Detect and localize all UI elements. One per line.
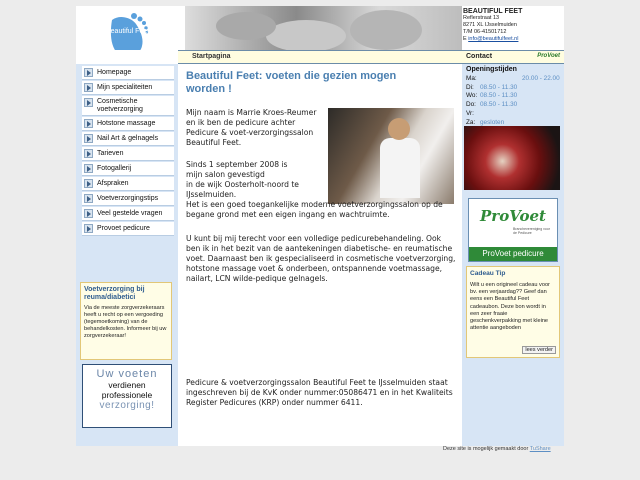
provoet-bar: ProVoet pedicure [469, 247, 557, 261]
sidebar-item-label: Homepage [97, 69, 132, 76]
sidebar-item-afspraken[interactable] [82, 177, 174, 191]
arrow-right-icon [84, 164, 93, 173]
sidebar-item-provoet[interactable] [82, 222, 174, 236]
slogan-line2: verdienen [108, 380, 146, 390]
hours-time-evening: 20.00 - 22.00 [522, 74, 560, 82]
arrow-right-icon [84, 209, 93, 218]
hours-row [466, 84, 562, 93]
since-line: in de wijk Oosterholt-noord te [186, 180, 299, 189]
sidebar-item-label: Nail Art & gelnagels [97, 135, 159, 142]
sidebar-item-tips[interactable] [82, 192, 174, 206]
hours-day: Za: [466, 118, 476, 126]
slogan-line4: verzorging! [99, 400, 155, 411]
slogan-line3: professionele [101, 390, 153, 400]
read-more-label: lees verder [525, 347, 553, 353]
sidebar-item-label: Hotstone massage [97, 120, 156, 127]
intro-paragraph: Mijn naam is Marrie Kroes-Reumer en ik ben de pedicure achter Pedicure & voet-verzorgingssalon Beautiful Feet. [186, 108, 317, 147]
phone: T/M 06-41501712 [463, 29, 507, 35]
services-paragraph: U kunt bij mij terecht voor een volledige pedicurebehandeling. Ook ben ik in het bezit van de aantekeningen diabetische- en reumatische voet. Daarnaast ben ik gespecialiseerd in cosmetische voetverzorging, hotstone massage voet & onderbeen, ontspannende voetmassage, nailart, LCN wilde-pedique gelnagels. [186, 234, 456, 283]
address-line1: Reflerstraat 13 [463, 15, 500, 21]
main-content [178, 64, 462, 446]
sidebar-item-homepage[interactable] [82, 66, 174, 80]
sidebar-item-tarieven[interactable] [82, 147, 174, 161]
email-link[interactable]: info@beautifulfeet.nl [468, 36, 519, 42]
footer-text: Deze site is mogelijk gemaakt door [443, 446, 529, 452]
sidebar-item-fotogallerij[interactable] [82, 162, 174, 176]
left-sidebar [76, 64, 178, 446]
provoet-name: ProVoet [480, 207, 546, 225]
cadeau-text: Wilt u een origineel cadeau voor bv. een verjaardag?? Geef dan eens een Beautiful Feet cadeaubon. Deze bon wordt in een zeer fraaie geschenkverpakking met kleine attentie aangeboden [470, 282, 550, 332]
sidebar-item-label: Cosmetische voetverzorging [97, 98, 143, 113]
arrow-right-icon [84, 68, 93, 77]
kvk-paragraph: Pedicure & voetverzorgingssalon Beautiful Feet te IJsselmuiden staat ingeschreven bij de KvK onder nummer:05086471 en in het Kwaliteits Register Pedicures (KRP) onder nummer 6411. [186, 378, 453, 407]
contact-nav[interactable] [462, 50, 564, 64]
hours-row [466, 110, 562, 119]
arrow-right-icon [84, 179, 93, 188]
sidebar-item-label: Fotogallerij [97, 165, 132, 172]
since-line: IJsselmuiden. [186, 190, 237, 199]
cadeau-tip-box [466, 266, 560, 358]
hours-row [466, 92, 562, 101]
since-line: Sinds 1 september 2008 is [186, 160, 288, 169]
hours-row [466, 75, 562, 84]
header-banner-photo [186, 6, 462, 50]
pedicure-photo [464, 126, 560, 190]
since-paragraph [186, 160, 456, 220]
sidebar-item-label: Mijn specialiteiten [97, 84, 153, 91]
hours-day: Ma: [466, 74, 477, 82]
provoet-mini-logo: ProVoet [537, 53, 560, 59]
hours-row [466, 101, 562, 110]
page-title: Beautiful Feet: voeten die gezien mogen worden ! [186, 70, 397, 95]
slogan-line1: Uw voeten [96, 368, 158, 380]
sidebar-item-label: Veel gestelde vragen [97, 210, 163, 217]
arrow-right-icon [84, 83, 93, 92]
address-line2: 8271 XL IJsselmuiden [463, 22, 517, 28]
hours-day: Wo: [466, 92, 478, 100]
arrow-right-icon [84, 119, 93, 128]
banner-image [186, 6, 462, 50]
email-prefix: E [463, 36, 467, 42]
home-breadcrumb[interactable] [178, 50, 462, 64]
logo-text: Beautiful Feet [106, 28, 150, 35]
sidebar-item-specialiteiten[interactable] [82, 81, 174, 95]
sidebar-item-label: Voetverzorgingstips [97, 195, 159, 202]
hours-time: 08.50 - 11.30 [480, 92, 518, 100]
sidebar-item-label: Afspraken [97, 180, 129, 187]
hours-day: Vr: [466, 109, 474, 117]
hours-time: 08.50 - 11.30 [480, 83, 518, 91]
reuma-title[interactable]: Voetverzorging bij reuma/diabetici [84, 286, 145, 301]
top-nav-bar [76, 50, 564, 64]
arrow-right-icon [84, 149, 93, 158]
arrow-right-icon [84, 224, 93, 233]
footer-link[interactable]: TuShare [529, 446, 551, 452]
sidebar-menu [82, 66, 174, 237]
hours-day: Di: [466, 83, 474, 91]
sidebar-item-faq[interactable] [82, 207, 174, 221]
sidebar-item-nailart[interactable] [82, 132, 174, 146]
cadeau-title: Cadeau Tip [470, 270, 506, 277]
contact-label: Contact [466, 53, 493, 60]
photo-head [388, 118, 410, 140]
read-more-button[interactable] [522, 346, 556, 354]
footer [443, 446, 551, 452]
right-sidebar [462, 64, 564, 446]
arrow-right-icon [84, 194, 93, 203]
hours-day: Do: [466, 101, 476, 109]
reuma-text: Via de meeste zorgverzekeraars heeft u recht op een vergoeding (tegemoetkoming) van de behandelkosten. Informeer bij uw zorgverzekeraar! [84, 305, 167, 339]
since-rest: Het is een goed toegankelijke moderne voetverzorgingssalon op de begane grond met een eigen ingang en wachtruimte. [186, 200, 443, 219]
sidebar-item-label: Provoet pedicure [97, 225, 150, 232]
contact-info [462, 6, 564, 50]
sidebar-item-cosmetische[interactable] [82, 96, 174, 116]
company-name: BEAUTIFUL FEET [463, 8, 523, 15]
sidebar-item-label: Tarieven [97, 150, 124, 157]
home-label: Startpagina [192, 53, 231, 60]
slogan-banner[interactable] [82, 364, 172, 428]
page [76, 6, 564, 446]
sidebar-item-hotstone[interactable] [82, 117, 174, 131]
arrow-right-icon [84, 134, 93, 143]
provoet-subtitle: Branchevereniging voor de Pedicure [513, 227, 550, 235]
hours-time: 08.50 - 11.30 [480, 101, 518, 109]
arrow-right-icon [84, 98, 93, 107]
reuma-info-box [80, 282, 172, 360]
provoet-logo[interactable] [468, 198, 558, 262]
since-line: mijn salon gevestigd [186, 170, 265, 179]
hours-title: Openingstijden [466, 66, 517, 73]
hours-time: gesloten [480, 118, 505, 126]
opening-hours [466, 66, 562, 128]
